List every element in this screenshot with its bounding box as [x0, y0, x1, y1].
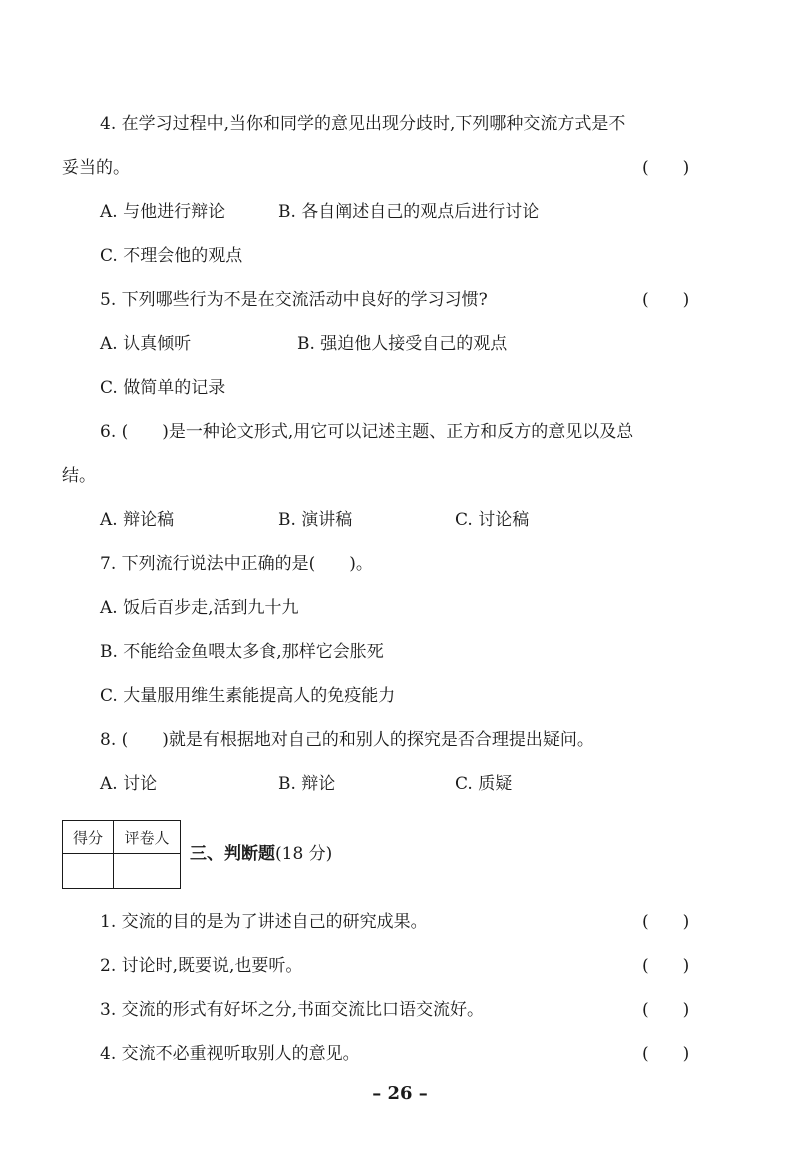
- judge-item-3-paren: ( ): [642, 1000, 690, 1020]
- judge-item-3: 3. 交流的形式有好坏之分,书面交流比口语交流好。: [100, 1000, 485, 1020]
- q7-option-b: B. 不能给金鱼喂太多食,那样它会胀死: [100, 642, 384, 662]
- q6-line1: 6. ( )是一种论文形式,用它可以记述主题、正方和反方的意见以及总: [100, 422, 634, 442]
- section-3-points: (18 分): [275, 844, 333, 864]
- q4-line2: 妥当的。: [62, 158, 130, 178]
- q5-line1: 5. 下列哪些行为不是在交流活动中良好的学习习惯?: [100, 290, 488, 310]
- score-header: 得分: [63, 821, 114, 854]
- q4-option-c: C. 不理会他的观点: [100, 246, 243, 266]
- q4-option-b: B. 各自阐述自己的观点后进行讨论: [278, 202, 540, 222]
- grader-cell: [114, 854, 181, 889]
- q8-line1: 8. ( )就是有根据地对自己的和别人的探究是否合理提出疑问。: [100, 730, 594, 750]
- q6-line2: 结。: [62, 466, 96, 486]
- q4-answer-paren: ( ): [642, 158, 690, 178]
- section-3-title: 三、判断题: [190, 844, 275, 864]
- q5-option-b: B. 强迫他人接受自己的观点: [297, 334, 508, 354]
- score-cell: [63, 854, 114, 889]
- q6-option-c: C. 讨论稿: [455, 510, 530, 530]
- q5-option-c: C. 做简单的记录: [100, 378, 226, 398]
- q7-line1: 7. 下列流行说法中正确的是( )。: [100, 554, 373, 574]
- q5-option-a: A. 认真倾听: [100, 334, 192, 354]
- judge-item-1-paren: ( ): [642, 912, 690, 932]
- score-table: [62, 820, 181, 889]
- q6-option-b: B. 演讲稿: [278, 510, 353, 530]
- q7-option-a: A. 饭后百步走,活到九十九: [100, 598, 299, 618]
- q4-option-a: A. 与他进行辩论: [100, 202, 226, 222]
- q8-option-b: B. 辩论: [278, 774, 336, 794]
- q5-answer-paren: ( ): [642, 290, 690, 310]
- q6-option-a: A. 辩论稿: [100, 510, 175, 530]
- q4-line1: 4. 在学习过程中,当你和同学的意见出现分歧时,下列哪种交流方式是不: [100, 114, 626, 134]
- judge-item-1: 1. 交流的目的是为了讲述自己的研究成果。: [100, 912, 428, 932]
- judge-item-4: 4. 交流不必重视听取别人的意见。: [100, 1044, 360, 1064]
- judge-item-4-paren: ( ): [642, 1044, 690, 1064]
- q8-option-c: C. 质疑: [455, 774, 513, 794]
- grader-header: 评卷人: [114, 821, 181, 854]
- q8-option-a: A. 讨论: [100, 774, 158, 794]
- judge-item-2-paren: ( ): [642, 956, 690, 976]
- section-3-heading: [190, 842, 332, 866]
- q7-option-c: C. 大量服用维生素能提高人的免疫能力: [100, 686, 396, 706]
- judge-item-2: 2. 讨论时,既要说,也要听。: [100, 956, 303, 976]
- page-number: – 26 –: [372, 1083, 428, 1104]
